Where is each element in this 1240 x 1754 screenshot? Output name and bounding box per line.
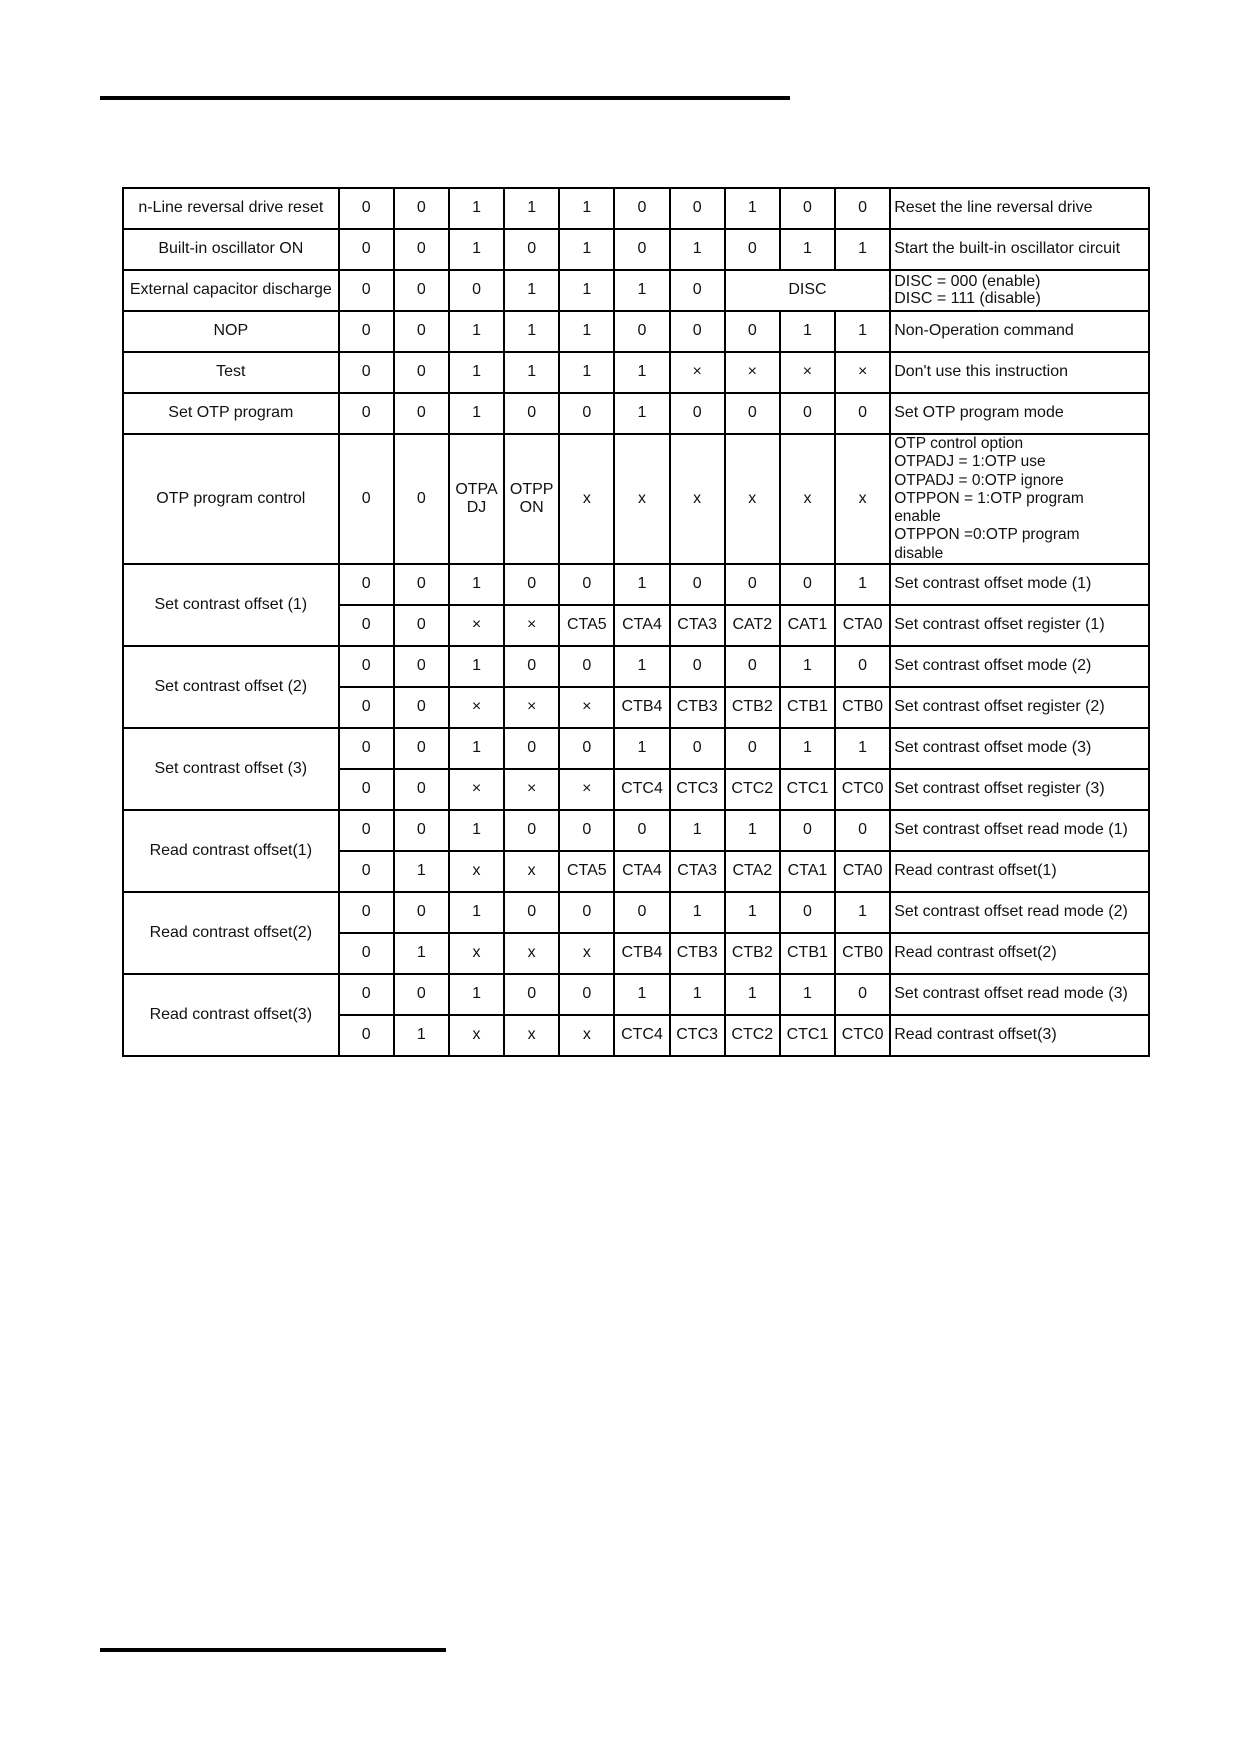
bit-cell: 1 xyxy=(614,646,669,687)
instruction-description: Read contrast offset(2) xyxy=(890,933,1149,974)
bit-cell: CTB1 xyxy=(780,933,835,974)
bit-cell: 0 xyxy=(339,646,394,687)
bit-cell: 1 xyxy=(614,728,669,769)
bit-cell: 0 xyxy=(670,188,725,229)
bit-cell: 1 xyxy=(449,974,504,1015)
bit-cell: × xyxy=(449,687,504,728)
bit-cell: 0 xyxy=(394,974,449,1015)
table-row xyxy=(123,728,1149,769)
bit-cell: 1 xyxy=(614,974,669,1015)
bit-cell: 0 xyxy=(614,892,669,933)
bit-cell: 0 xyxy=(780,188,835,229)
bit-cell: 0 xyxy=(725,646,780,687)
bit-cell: x xyxy=(449,851,504,892)
bit-cell: CTA5 xyxy=(559,851,614,892)
bit-cell: 0 xyxy=(449,270,504,311)
bit-cell: OTPP ON xyxy=(504,434,559,564)
bit-cell: × xyxy=(504,605,559,646)
bit-cell: 0 xyxy=(670,646,725,687)
bit-cell: 0 xyxy=(339,564,394,605)
bit-cell: 1 xyxy=(614,270,669,311)
bit-cell: 0 xyxy=(394,564,449,605)
bit-cell: x xyxy=(559,1015,614,1056)
instruction-description: Read contrast offset(3) xyxy=(890,1015,1149,1056)
instruction-description: Set OTP program mode xyxy=(890,393,1149,434)
instruction-description: Set contrast offset mode (3) xyxy=(890,728,1149,769)
bit-cell: 0 xyxy=(559,393,614,434)
bit-cell: 0 xyxy=(780,564,835,605)
bit-cell: 0 xyxy=(559,564,614,605)
description-line: disable xyxy=(894,544,944,562)
bit-cell: 0 xyxy=(835,810,890,851)
instruction-name: External capacitor discharge xyxy=(123,270,339,311)
bit-cell: 0 xyxy=(339,728,394,769)
bit-cell: 0 xyxy=(339,933,394,974)
description-line: OTPADJ = 0:OTP ignore xyxy=(894,471,1064,489)
bit-cell: CTA4 xyxy=(614,605,669,646)
bit-cell: CTC0 xyxy=(835,769,890,810)
bit-cell: 1 xyxy=(449,311,504,352)
instruction-table xyxy=(122,187,1150,1057)
bit-cell: 1 xyxy=(614,352,669,393)
bit-cell: 0 xyxy=(614,810,669,851)
instruction-name: Test xyxy=(123,352,339,393)
instruction-description: Set contrast offset read mode (1) xyxy=(890,810,1149,851)
instruction-name: NOP xyxy=(123,311,339,352)
bit-cell: × xyxy=(449,605,504,646)
bit-cell: 1 xyxy=(504,270,559,311)
bit-cell: 0 xyxy=(670,393,725,434)
bit-cell: 0 xyxy=(670,728,725,769)
table-row xyxy=(123,311,1149,352)
bit-cell: 0 xyxy=(614,311,669,352)
bit-cell: 0 xyxy=(559,892,614,933)
bit-cell: 1 xyxy=(449,393,504,434)
bit-cell: 1 xyxy=(559,311,614,352)
description-line: OTPADJ = 1:OTP use xyxy=(894,453,1046,471)
bit-cell: 0 xyxy=(394,728,449,769)
bit-cell: 1 xyxy=(614,393,669,434)
bit-cell: 0 xyxy=(780,892,835,933)
bit-cell: 0 xyxy=(504,564,559,605)
bit-cell: x xyxy=(504,933,559,974)
instruction-description: Set contrast offset register (2) xyxy=(890,687,1149,728)
table-row xyxy=(123,434,1149,564)
description-line: OTPPON =0:OTP program xyxy=(894,526,1080,544)
table-row xyxy=(123,892,1149,933)
bit-cell: 0 xyxy=(394,311,449,352)
bit-cell: 1 xyxy=(504,188,559,229)
bit-cell: CTA3 xyxy=(670,605,725,646)
bit-cell: CTB2 xyxy=(725,933,780,974)
bit-cell: CAT2 xyxy=(725,605,780,646)
bit-cell: 0 xyxy=(670,564,725,605)
bit-cell: 0 xyxy=(394,188,449,229)
bit-cell: 0 xyxy=(394,892,449,933)
bit-cell: CTB3 xyxy=(670,687,725,728)
instruction-description: Don't use this instruction xyxy=(890,352,1149,393)
bit-cell: CTC4 xyxy=(614,1015,669,1056)
instruction-name: Set contrast offset (3) xyxy=(123,728,339,810)
bit-cell: x xyxy=(559,434,614,564)
bit-cell: 0 xyxy=(835,974,890,1015)
table-row xyxy=(123,393,1149,434)
bit-cell: × xyxy=(835,352,890,393)
bit-cell: 0 xyxy=(504,229,559,270)
table-row xyxy=(123,810,1149,851)
bit-cell: 0 xyxy=(339,434,394,564)
instruction-name: Built-in oscillator ON xyxy=(123,229,339,270)
bit-cell: x xyxy=(614,434,669,564)
bit-cell: 0 xyxy=(339,188,394,229)
instruction-description: Set contrast offset read mode (2) xyxy=(890,892,1149,933)
bit-cell: 1 xyxy=(449,352,504,393)
footer-rule xyxy=(100,1648,446,1652)
table-row xyxy=(123,564,1149,605)
bit-cell: × xyxy=(780,352,835,393)
bit-cell: 0 xyxy=(339,393,394,434)
bit-cell: x xyxy=(780,434,835,564)
bit-cell: 0 xyxy=(339,270,394,311)
bit-cell: 1 xyxy=(449,229,504,270)
bit-cell: 1 xyxy=(670,810,725,851)
bit-cell: 0 xyxy=(339,605,394,646)
bit-cell: 0 xyxy=(725,728,780,769)
bit-cell: 0 xyxy=(559,810,614,851)
bit-cell: 0 xyxy=(339,769,394,810)
bit-cell: x xyxy=(504,1015,559,1056)
bit-cell: × xyxy=(504,769,559,810)
bit-cell: 0 xyxy=(725,229,780,270)
bit-cell: CTA5 xyxy=(559,605,614,646)
bit-cell: CTA4 xyxy=(614,851,669,892)
bit-cell: 0 xyxy=(394,687,449,728)
instruction-description xyxy=(890,434,1149,564)
instruction-description: Set contrast offset mode (2) xyxy=(890,646,1149,687)
bit-cell: 0 xyxy=(559,646,614,687)
description-line: DISC = 111 (disable) xyxy=(894,289,1041,307)
bit-cell: 1 xyxy=(835,229,890,270)
bit-cell: CAT1 xyxy=(780,605,835,646)
bit-cell: 1 xyxy=(559,229,614,270)
bit-cell: × xyxy=(449,769,504,810)
bit-cell: 0 xyxy=(835,393,890,434)
instruction-description: Non-Operation command xyxy=(890,311,1149,352)
bit-cell: 1 xyxy=(725,974,780,1015)
bit-cell: 1 xyxy=(449,892,504,933)
bit-cell: 0 xyxy=(780,393,835,434)
description-lines xyxy=(894,435,1146,563)
bit-cell: 1 xyxy=(835,892,890,933)
instruction-name: OTP program control xyxy=(123,434,339,564)
bit-cell: 0 xyxy=(504,728,559,769)
bit-cell: 1 xyxy=(559,352,614,393)
bit-cell: 1 xyxy=(449,188,504,229)
bit-cell: 1 xyxy=(504,352,559,393)
bit-cell: 0 xyxy=(394,810,449,851)
instruction-description: Set contrast offset mode (1) xyxy=(890,564,1149,605)
bit-cell: 1 xyxy=(780,974,835,1015)
bit-cell: 1 xyxy=(394,851,449,892)
bit-cell: CTA0 xyxy=(835,605,890,646)
bit-cell: CTA3 xyxy=(670,851,725,892)
bit-cell: 0 xyxy=(339,851,394,892)
bit-cell: 0 xyxy=(559,728,614,769)
description-lines xyxy=(894,274,1146,308)
table-row xyxy=(123,270,1149,311)
instruction-description: Set contrast offset register (1) xyxy=(890,605,1149,646)
table-row xyxy=(123,352,1149,393)
instruction-name: Read contrast offset(2) xyxy=(123,892,339,974)
bit-cell: CTB4 xyxy=(614,933,669,974)
bit-cell: CTC1 xyxy=(780,1015,835,1056)
bit-cell: 0 xyxy=(394,270,449,311)
bit-cell: 1 xyxy=(780,311,835,352)
bit-cell: 0 xyxy=(339,229,394,270)
bit-cell: 0 xyxy=(339,892,394,933)
bit-cell: 1 xyxy=(504,311,559,352)
bit-cell: 0 xyxy=(394,605,449,646)
bit-cell: 0 xyxy=(339,352,394,393)
bit-cell: 0 xyxy=(504,646,559,687)
bit-cell: CTA0 xyxy=(835,851,890,892)
bit-cell: 1 xyxy=(725,892,780,933)
bit-cell: 1 xyxy=(394,1015,449,1056)
bit-cell: 0 xyxy=(614,188,669,229)
bit-cell: 0 xyxy=(394,352,449,393)
bit-cell: 0 xyxy=(725,564,780,605)
bit-cell: 1 xyxy=(780,646,835,687)
bit-cell: 1 xyxy=(670,892,725,933)
bit-cell: CTA1 xyxy=(780,851,835,892)
bit-cell: 0 xyxy=(835,188,890,229)
bit-cell: 0 xyxy=(835,646,890,687)
table-row xyxy=(123,974,1149,1015)
bit-cell: OTPA DJ xyxy=(449,434,504,564)
bit-cell: 0 xyxy=(339,1015,394,1056)
bit-cell: CTB0 xyxy=(835,687,890,728)
bit-cell: 0 xyxy=(504,974,559,1015)
bit-cell: × xyxy=(504,687,559,728)
bit-cell: × xyxy=(559,687,614,728)
bit-cell: 1 xyxy=(394,933,449,974)
bit-cell: x xyxy=(725,434,780,564)
bit-cell: 0 xyxy=(670,311,725,352)
bit-cell: 0 xyxy=(339,311,394,352)
bit-cell: 0 xyxy=(504,892,559,933)
table-row xyxy=(123,646,1149,687)
bit-cell: 1 xyxy=(559,188,614,229)
bit-cell: 0 xyxy=(504,810,559,851)
bit-cell: x xyxy=(835,434,890,564)
bit-cell: 0 xyxy=(394,646,449,687)
bit-cell: × xyxy=(559,769,614,810)
instruction-name: Set contrast offset (1) xyxy=(123,564,339,646)
bit-cell: × xyxy=(670,352,725,393)
bit-cell: CTB4 xyxy=(614,687,669,728)
bit-cell: 1 xyxy=(449,564,504,605)
bit-cell: CTB3 xyxy=(670,933,725,974)
bit-cell: 0 xyxy=(339,687,394,728)
instruction-name: Read contrast offset(3) xyxy=(123,974,339,1056)
instruction-description: Set contrast offset read mode (3) xyxy=(890,974,1149,1015)
instruction-name: Set contrast offset (2) xyxy=(123,646,339,728)
bit-cell: 1 xyxy=(835,311,890,352)
bit-cell: CTB0 xyxy=(835,933,890,974)
instruction-name: Set OTP program xyxy=(123,393,339,434)
bit-cell: 0 xyxy=(614,229,669,270)
bit-cell: 0 xyxy=(394,434,449,564)
description-line: DISC = 000 (enable) xyxy=(894,272,1041,290)
bit-cell: 0 xyxy=(394,229,449,270)
header-rule xyxy=(100,96,790,100)
bit-cell: x xyxy=(449,933,504,974)
bit-cell: 1 xyxy=(449,810,504,851)
bit-cell: x xyxy=(504,851,559,892)
instruction-name: n-Line reversal drive reset xyxy=(123,188,339,229)
table-row xyxy=(123,188,1149,229)
bit-cell: x xyxy=(670,434,725,564)
bit-cell: 0 xyxy=(339,810,394,851)
bit-cell: 1 xyxy=(670,229,725,270)
description-line: enable xyxy=(894,508,941,526)
bit-cell: 0 xyxy=(394,393,449,434)
instruction-description: Read contrast offset(1) xyxy=(890,851,1149,892)
bit-cell: CTB2 xyxy=(725,687,780,728)
table-row xyxy=(123,229,1149,270)
bit-cell: 0 xyxy=(339,974,394,1015)
bit-cell: 0 xyxy=(725,393,780,434)
bit-cell: 1 xyxy=(725,810,780,851)
bit-cell: 1 xyxy=(559,270,614,311)
bit-cell: CTA2 xyxy=(725,851,780,892)
bit-cell: 1 xyxy=(449,728,504,769)
bit-cell: CTC0 xyxy=(835,1015,890,1056)
bit-cell: x xyxy=(449,1015,504,1056)
bit-cell: 1 xyxy=(725,188,780,229)
bit-cell: CTC1 xyxy=(780,769,835,810)
bit-cell: 0 xyxy=(559,974,614,1015)
bit-cell: × xyxy=(725,352,780,393)
bit-cell: 0 xyxy=(670,270,725,311)
instruction-description: Set contrast offset register (3) xyxy=(890,769,1149,810)
bit-cell: 1 xyxy=(835,564,890,605)
bit-cell: CTC3 xyxy=(670,1015,725,1056)
instruction-description: Start the built-in oscillator circuit xyxy=(890,229,1149,270)
description-line: OTPPON = 1:OTP program xyxy=(894,489,1084,507)
bit-cell: 0 xyxy=(504,393,559,434)
instruction-description: Reset the line reversal drive xyxy=(890,188,1149,229)
instruction-name: Read contrast offset(1) xyxy=(123,810,339,892)
bit-cell: CTC2 xyxy=(725,769,780,810)
disc-field: DISC xyxy=(725,270,890,311)
bit-cell: 1 xyxy=(449,646,504,687)
bit-cell: 0 xyxy=(725,311,780,352)
instruction-description xyxy=(890,270,1149,311)
bit-cell: x xyxy=(559,933,614,974)
bit-cell: 1 xyxy=(835,728,890,769)
bit-cell: CTC4 xyxy=(614,769,669,810)
bit-cell: 1 xyxy=(670,974,725,1015)
bit-cell: 1 xyxy=(614,564,669,605)
bit-cell: 0 xyxy=(394,769,449,810)
bit-cell: 0 xyxy=(780,810,835,851)
bit-cell: CTB1 xyxy=(780,687,835,728)
bit-cell: CTC2 xyxy=(725,1015,780,1056)
bit-cell: CTC3 xyxy=(670,769,725,810)
bit-cell: 1 xyxy=(780,229,835,270)
instruction-table-body xyxy=(123,188,1149,1056)
bit-cell: 1 xyxy=(780,728,835,769)
description-line: OTP control option xyxy=(894,435,1024,452)
